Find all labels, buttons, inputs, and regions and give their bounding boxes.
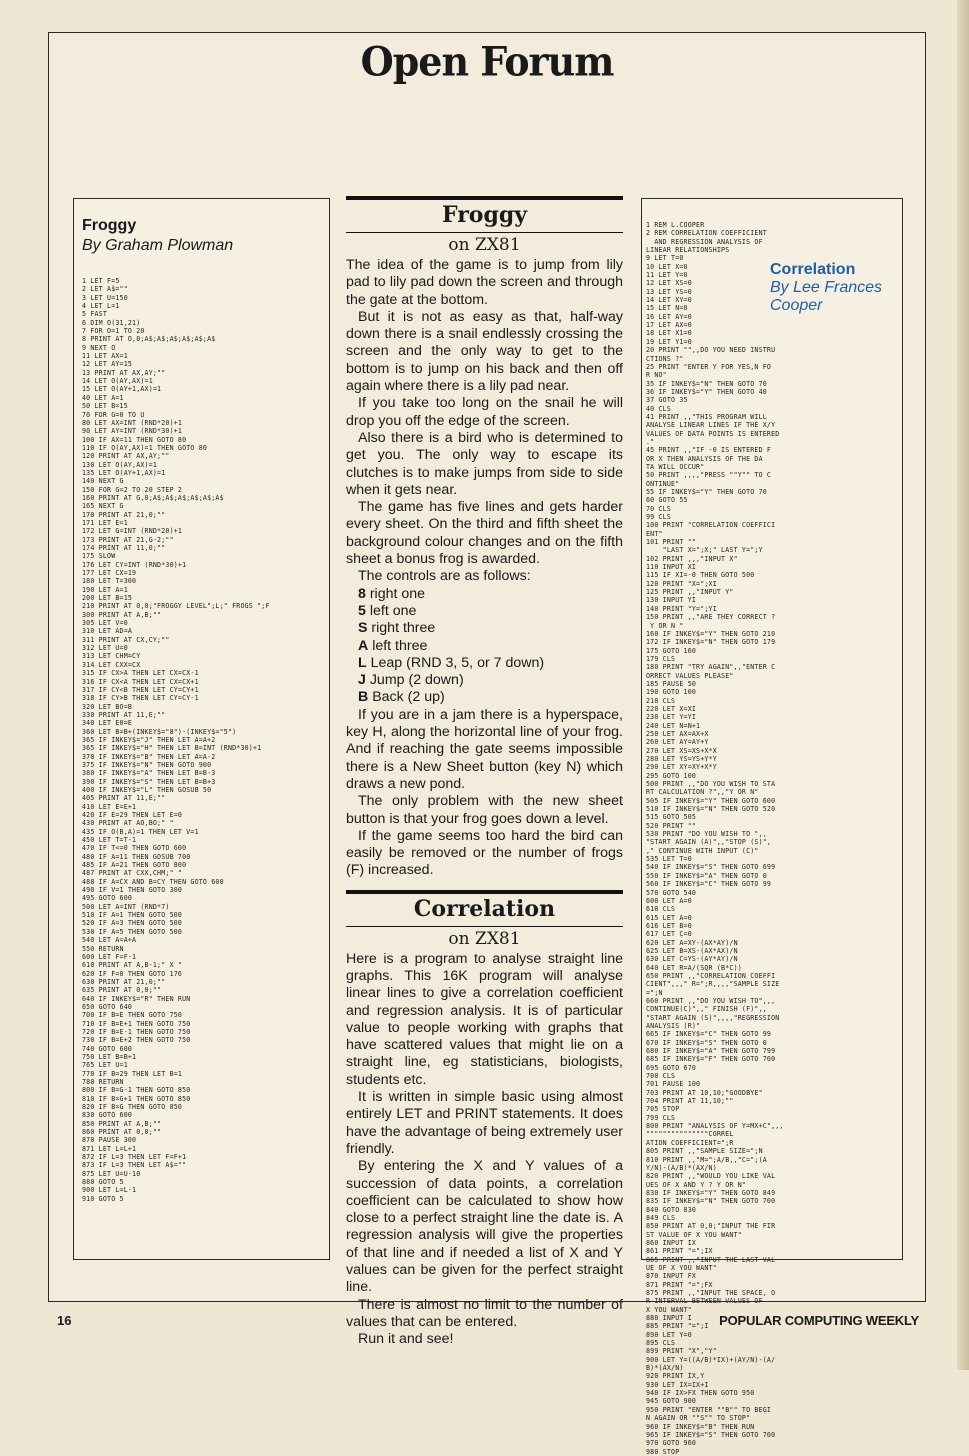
correlation-listing-title: Correlation [770,261,856,278]
body-paragraph: There is almost no limit to the number of values that can be entered. [346,1296,623,1330]
correlation-code-listing: 1 REM L.COOPER 2 REM CORRELATION COEFFICIENT AND REGRESSION ANALYSIS OF LINEAR RELATIONSHIPS 9 LET T=0 10 LET X=0 11 LET Y=0 12 LET XS=0 13 LET YS=0 14 LET XY=0 15 LET N=0 16 LET AY=0 17 LET AX=0 18 LET X1=0 19 LET Y1=0 20 PRINT "",,DO YOU NEED INSTRU CTIONS ?" 25 PRINT "ENTER Y FOR YES,N FO R NO" 35 IF INKEY$="N" THEN GOTO 70 36 IF INKEY$="Y" THEN GOTO 40 37 GOTO 35 40 CLS 41 PRINT ,,"THIS PROGRAM WILL ANALYSE LINEAR LINES IF THE X/Y VALUES OF DATA POINTS IS ENTERED ." 45 PRINT ,,"IF -0 IS ENTERED F OR X THEN ANALYSIS OF THE DA TA WILL OCCUR" 50 PRINT ,,,,"PRESS ""Y"" TO C ONTINUE" 55 IF INKEY$="Y" THEN GOTO 70 60 GOTO 55 70 CLS 99 CLS 100 PRINT "CORRELATION COEFFICI ENT" 101 PRINT "" "LAST X=";X;" LAST Y=";Y 102 PRINT ,,,"INPUT X" 110 INPUT XI 115 IF XI=-0 THEN GOTO 500 120 PRINT "X=";XI 125 PRINT ,,"INPUT Y" 130 INPUT YI 140 PRINT "Y=";YI 150 PRINT ,,"ARE THEY CORRECT ? Y OR N " 160 IF INKEY$="Y" THEN GOTO 210 172 IF INKEY$="N" THEN GOTO 179 175 GOTO 160 179 CLS 180 PRINT "TRY AGAIN",,"ENTER C ORRECT VALUES PLEASE" 185 PAUSE 50 190 GOTO 100 210 CLS 220 LET X=XI 230 LET Y=YI 240 LET N=N+1 250 LET AX=AX+X 260 LET AY=AY+Y 270 LET XS=XS+X*X 280 LET YS=YS+Y*Y 290 LET XY=XY+X*Y 295 GOTO 100 500 PRINT ,,"DO YOU WISH TO STA RT CALCULATION ?",,"Y OR N" 505 IF INKEY$="Y" THEN GOTO 600 510 IF INKEY$="N" THEN GOTO 520 515 GOTO 505 520 PRINT "" 530 PRINT "DO YOU WISH TO ",, "START AGAIN (A)",,"STOP (S)", ," CONTINUE WITH INPUT (C)" 535 LET T=0 540 IF INKEY$="S" THEN GOTO 699 550 IF INKEY$="A" THEN GOTO 0 560 IF INKEY$="C" THEN GOTO 99 570 GOTO 540 600 LET A=0 610 CLS 615 LET A=0 616 LET B=0 617 LET C=0 620 LET A=XY-(AX*AY)/N 625 LET B=XS-(AX*AX)/N 630 LET C=YS-(AY*AY)/N 640 LET R=A/(SQR (B*C)) 650 PRINT ,,"CORRELATION COEFFI CIENT",,," R=";R,,,,"SAMPLE SIZE =";N 660 PRINT ,,"DO YOU WISH TO",,, CONTINUE(C)",," FINISH (F)",, "START AGAIN (S)",,,,"REGRESSION ANALYSIS (R)" 665 IF INKEY$="C" THEN GOTO 99 670 IF INKEY$="S" THEN GOTO 0 680 IF INKEY$="A" THEN GOTO 799 685 IF INKEY$="F" THEN GOTO 700 695 GOTO 670 700 CLS 701 PAUSE 100 703 PRINT AT 10,10;"GOODBYE" 704 PRINT AT 11,10;"" 705 STOP 799 CLS 800 PRINT "ANALYSIS OF Y=MX+C",,, """""""""""""""CORREL ATION COEFFICIENT=";R 805 PRINT ,,"SAMPLE SIZE=";N 810 PRINT ,,"M=";A/B,,"C=";(A Y/N)-(A/B)*(AX/N) 820 PRINT ,,"WOULD YOU LIKE VAL UES OF X AND Y ? Y OR N" 830 IF INKEY$="Y" THEN GOTO 849 835 IF INKEY$="N" THEN GOTO 700 840 GOTO 830 849 CLS 850 PRINT AT 0,0;"INPUT THE FIR ST VALUE OF X YOU WANT" 860 INPUT IX 861 PRINT "=";IX 865 PRINT ,,"INPUT THE LAST VAL UE OF X YOU WANT" 870 INPUT FX 871 PRINT "=";FX 875 PRINT ,,"INPUT THE SPACE, O R INTERVAL BETWEEN VALUES OF X YOU WANT" 880 INPUT I 885 PRINT "=";I 890 LET Y=0 895 CLS 899 PRINT "X","Y" 900 LET Y=((A/B)*IX)+(AY/N)-(A/ B)*(AX/N) 920 PRINT IX,Y 930 LET IX=IX+I 940 IF IX>FX THEN GOTO 950 945 GOTO 900 950 PRINT "ENTER ""B"" TO BEGI N AGAIN OR ""S"" TO STOP" 960 IF INKEY$="B" THEN RUN 965 IF INKEY$="S" THEN GOTO 700 970 GOTO 960 980 STOP [646,221,784,1456]
control-item [358,603,623,620]
control-item [358,672,623,689]
body-paragraph: Also there is a bird who is determined to get you. The only way to escape its clutches is to make jumps from side to side when it gets near. [346,429,623,498]
froggy-listing-author: By Graham Plowman [82,237,234,254]
control-key: 8 [358,585,366,602]
page-number: 16 [57,1313,72,1328]
control-action: Back (2 up) [368,689,445,706]
control-item [358,638,623,655]
body-paragraph: If the game seems too hard the bird can easily be removed or the number of frogs (F) increased. [346,827,623,879]
correlation-listing-header [770,261,900,315]
control-key: S [358,620,368,637]
page-edge [957,0,969,1370]
froggy-platform: on ZX81 [346,232,623,255]
froggy-listing-title: Froggy [82,217,137,234]
body-paragraph: Here is a program to analyse straight line graphs. This 16K program will analyse linear lines to give a correlation coefficient and regression analysis. It is of particular value to people working with graphs that have scattered values that might lie on a straight line, eg statisticians, biologists, students etc. [346,950,623,1088]
control-key: B [358,689,369,706]
control-action: right three [367,620,436,637]
control-action: Jump (2 down) [365,672,464,689]
article-column [346,196,623,1348]
top-rule [346,196,623,200]
control-action: left three [368,637,428,654]
control-action: Leap (RND 3, 5, or 7 down) [366,654,545,671]
body-paragraph: The idea of the game is to jump from lily pad to lily pad down the screen and through the gate at the bottom. [346,257,623,308]
control-key: A [358,637,369,654]
control-action: left one [365,602,417,619]
body-paragraph: The controls are as follows: [358,568,531,585]
froggy-body [346,257,623,880]
body-paragraph: But it is not as easy as that, half-way down there is a snail endlessly crossing the screen and the only way to get to the bottom is to jump on his back and then off again where there is a lily pad near. [346,308,623,395]
control-key: L [358,654,367,671]
control-key: J [358,672,366,689]
mid-rule [346,890,623,894]
froggy-listing-box [73,198,330,1260]
control-item [358,655,623,672]
froggy-code-listing: 1 LET F=5 2 LET A$="" 3 LET U=150 4 LET L=1 5 FAST 6 DIM O(31,21) 7 FOR O=1 TO 20 8 PRINT AT O,0;A$;A$;A$;A$;A$;A$ 9 NEXT O 11 LET AX=1 12 LET AY=15 13 PRINT AT AX,AY;"" 14 LET O(AY,AX)=1 15 LET O(AY+1,AX)=1 40 LET A=1 50 LET B=15 70 FOR G=0 TO U 80 LET AX=INT (RND*20)+1 90 LET AY=INT (RND*30)+1 100 IF AX=11 THEN GOTO 80 110 IF O(AY,AX)=1 THEN GOTO 80 120 PRINT AT AX,AY;"" 130 LET O(AY,AX)=1 135 LET O(AY+1,AX)=1 140 NEXT G 150 FOR G=2 TO 20 STEP 2 160 PRINT AT G,0;A$;A$;A$;A$;A$;A$ 165 NEXT G 170 PRINT AT 21,0;"" 171 LET E=1 172 LET G=INT (RND*20)+1 173 PRINT AT 21,G-2;"" 174 PRINT AT 11,0;"" 175 SLOW 176 LET CY=INT (RND*30)+1 177 LET CX=19 180 LET T=300 190 LET A=1 200 LET B=15 210 PRINT AT 0,0;"FROGGY LEVEL";L;" FROGS ";F 300 PRINT AT A,B;"" 305 LET V=0 310 LET AD=A 311 PRINT AT CX,CY;"" 312 LET U=0 313 LET CHM=CY 314 LET CXX=CX 315 IF CX>A THEN LET CX=CX-1 316 IF CX<A THEN LET CX=CX+1 317 IF CY<B THEN LET CY=CY+1 318 IF CY>B THEN LET CY=CY-1 320 LET BO=B 330 PRINT AT 11,E;"" 340 LET E0=E 360 LET B=B+(INKEY$="8")-(INKEY$="5") 365 IF INKEY$="J" THEN LET A=A+2 365 IF INKEY$="H" THEN LET B=INT (RND*30)+1 370 IF INKEY$="B" THEN LET A=A-2 375 IF INKEY$="N" THEN GOTO 900 380 IF INKEY$="A" THEN LET B=B-3 390 IF INKEY$="S" THEN LET B=B+3 400 IF INKEY$="L" THEN GOSUB 50 405 PRINT AT 11,E;"" 410 LET E=E+1 420 IF E=29 THEN LET E=0 430 PRINT AT AO,BO;" " 435 IF O(B,A)=1 THEN LET V=1 450 LET T=T-1 470 IF T<=0 THEN GOTO 600 480 IF A=11 THEN GOSUB 700 485 IF A=21 THEN GOTO 800 487 PRINT AT CXX,CHM;" " 488 IF A=CX AND B=CY THEN GOTO 600 490 IF V=1 THEN GOTO 300 495 GOTO 600 500 LET A=INT (RND*7) 510 IF A=1 THEN GOTO 500 520 IF A=3 THEN GOTO 500 530 IF A=5 THEN GOTO 500 540 LET A=A+A 550 RETURN 600 LET F=F-1 610 PRINT AT A,B-1;" X " 620 IF F=0 THEN GOTO 176 630 PRINT AT 21,0;"" 635 PRINT AT 0,0;"" 640 IF INKEY$="R" THEN RUN 650 GOTO 640 700 IF B=E THEN GOTO 750 710 IF B=E+1 THEN GOTO 750 720 IF B=E-1 THEN GOTO 750 730 IF B=E+2 THEN GOTO 750 740 GOTO 600 750 LET B=B+1 765 LET U=1 770 IF B=29 THEN LET B=1 780 RETURN 800 IF B=G-1 THEN GOTO 850 810 IF B=G+1 THEN GOTO 850 820 IF B=G THEN GOTO 850 830 GOTO 600 850 PRINT AT A,B;"" 860 PRINT AT 0,0;"" 870 PAUSE 300 871 LET L=L+1 872 IF L=3 THEN LET F=F+1 873 IF L=3 THEN LET A$="" 875 LET U=U-10 880 GOTO 5 900 LET L=L-1 910 GOTO 5 [82,277,270,1203]
publication-name: POPULAR COMPUTING WEEKLY [719,1313,919,1328]
correlation-headline: Correlation [413,895,556,922]
body-paragraph: Run it and see! [358,1331,454,1348]
control-key: 5 [358,602,366,619]
body-paragraph: The only problem with the new sheet button is that your frog goes down a level. [346,793,623,827]
body-paragraph: By entering the X and Y values of a succession of data points, a correlation coefficient can be calculated to show how close to a perfect straight line the date is. A regression analysis will give the properties of that line and if needed a list of X and Y values can be given for the perfect straight line. [346,1158,623,1296]
body-paragraph: It is written in simple basic using almost entirely LET and PRINT statements. It does have the advantage of being extremely user friendly. [346,1089,623,1157]
body-paragraph: If you are in a jam there is a hyperspace, key H, along the horizontal line of your frog. And if reaching the gate seems impossible there is a New Sheet button (key N) which draws a new pond. [346,706,623,792]
masthead: Open Forum [360,37,614,86]
body-paragraph: If you take too long on the snail he will drop you off the edge of the screen. [346,395,623,429]
control-item [358,689,623,706]
body-paragraph: The game has five lines and gets harder every sheet. On the third and fifth sheet the background colour changes and on the fifth sheet a bonus frog is awarded. [346,499,623,568]
correlation-platform: on ZX81 [346,926,623,949]
control-action: right one [365,585,426,602]
control-item [358,586,623,603]
control-item [358,620,623,637]
correlation-body [346,951,623,1349]
correlation-listing-author: By Lee Frances Cooper [770,279,883,314]
froggy-headline: Froggy [441,202,528,228]
